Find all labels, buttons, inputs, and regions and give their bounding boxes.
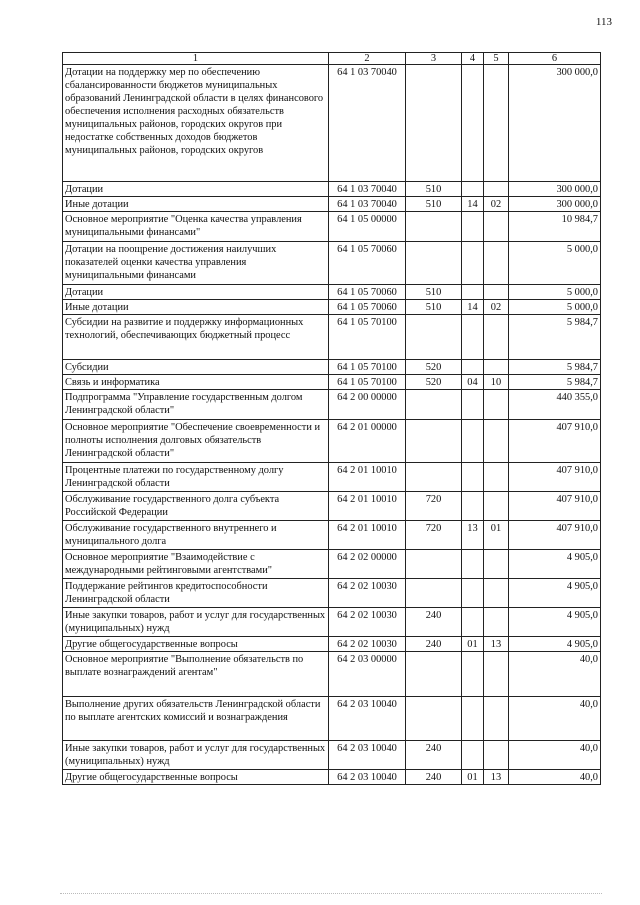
table-row (63, 550, 601, 579)
row-col4: 04 (462, 375, 484, 390)
row-col3: 240 (406, 741, 462, 770)
row-amount: 5 000,0 (509, 300, 601, 315)
row-amount: 5 984,7 (509, 315, 601, 360)
row-col3 (406, 390, 462, 420)
row-col3: 240 (406, 608, 462, 637)
row-col5 (484, 212, 509, 242)
table-row (63, 65, 601, 182)
row-col4 (462, 579, 484, 608)
row-name: Другие общегосударственные вопросы (63, 637, 329, 652)
table-header (63, 53, 601, 65)
row-name: Дотации (63, 285, 329, 300)
row-col4 (462, 182, 484, 197)
row-col5 (484, 242, 509, 285)
row-col5: 13 (484, 770, 509, 785)
row-amount: 5 984,7 (509, 375, 601, 390)
row-col4 (462, 420, 484, 463)
header-row (63, 53, 601, 65)
row-col5 (484, 390, 509, 420)
table-row (63, 637, 601, 652)
row-code: 64 1 05 70060 (329, 300, 406, 315)
row-amount: 440 355,0 (509, 390, 601, 420)
header-col-2: 2 (329, 53, 406, 65)
row-name: Поддержание рейтингов кредитоспособности Ленинградской области (63, 579, 329, 608)
header-col-1: 1 (63, 53, 329, 65)
row-amount: 300 000,0 (509, 65, 601, 182)
row-col4: 14 (462, 197, 484, 212)
row-code: 64 2 03 10040 (329, 741, 406, 770)
row-name: Иные закупки товаров, работ и услуг для государственных (муниципальных) нужд (63, 608, 329, 637)
row-col3 (406, 420, 462, 463)
table-row (63, 315, 601, 360)
row-amount: 407 910,0 (509, 521, 601, 550)
table-row (63, 741, 601, 770)
row-col4 (462, 492, 484, 521)
row-col3 (406, 652, 462, 697)
row-code: 64 1 05 00000 (329, 212, 406, 242)
table-row (63, 375, 601, 390)
row-col5 (484, 697, 509, 741)
row-col5: 02 (484, 197, 509, 212)
row-col5 (484, 182, 509, 197)
row-col5 (484, 360, 509, 375)
row-col4 (462, 315, 484, 360)
row-col3 (406, 65, 462, 182)
row-name: Основное мероприятие "Оценка качества управления муниципальными финансами" (63, 212, 329, 242)
table-row (63, 608, 601, 637)
row-amount: 5 000,0 (509, 285, 601, 300)
row-name: Основное мероприятие "Обеспечение своевременности и полноты исполнения долговых обязательств Ленинградской области" (63, 420, 329, 463)
table-row (63, 242, 601, 285)
row-amount: 4 905,0 (509, 550, 601, 579)
row-col4 (462, 652, 484, 697)
row-col3: 510 (406, 197, 462, 212)
row-col3 (406, 212, 462, 242)
row-col5 (484, 285, 509, 300)
row-col3: 520 (406, 375, 462, 390)
row-code: 64 2 01 10010 (329, 492, 406, 521)
row-name: Субсидии (63, 360, 329, 375)
row-col5: 10 (484, 375, 509, 390)
row-col5 (484, 741, 509, 770)
table-row (63, 420, 601, 463)
row-col5 (484, 550, 509, 579)
table-row (63, 492, 601, 521)
row-col3: 240 (406, 637, 462, 652)
table-row (63, 463, 601, 492)
row-name: Иные дотации (63, 300, 329, 315)
row-code: 64 1 03 70040 (329, 65, 406, 182)
row-name: Дотации на поощрение достижения наилучших показателей оценки качества управления муниципальными финансами (63, 242, 329, 285)
row-col5 (484, 463, 509, 492)
row-col4 (462, 360, 484, 375)
table-body (63, 65, 601, 785)
row-code: 64 2 01 00000 (329, 420, 406, 463)
row-code: 64 2 02 00000 (329, 550, 406, 579)
row-name: Дотации (63, 182, 329, 197)
row-name: Связь и информатика (63, 375, 329, 390)
table-row (63, 652, 601, 697)
row-amount: 4 905,0 (509, 579, 601, 608)
row-code: 64 2 03 10040 (329, 770, 406, 785)
row-col4 (462, 65, 484, 182)
row-code: 64 2 01 10010 (329, 521, 406, 550)
header-col-4: 4 (462, 53, 484, 65)
row-name: Основное мероприятие "Выполнение обязательств по выплате вознаграждений агентам" (63, 652, 329, 697)
row-code: 64 1 03 70040 (329, 197, 406, 212)
row-col3: 520 (406, 360, 462, 375)
row-code: 64 1 05 70060 (329, 242, 406, 285)
row-col4: 13 (462, 521, 484, 550)
row-col3: 510 (406, 182, 462, 197)
row-col5 (484, 420, 509, 463)
table-row (63, 212, 601, 242)
row-col4 (462, 463, 484, 492)
row-code: 64 1 05 70100 (329, 375, 406, 390)
table-row (63, 521, 601, 550)
row-name: Дотации на поддержку мер по обеспечению сбалансированности бюджетов муниципальных образований Ленинградской области в целях финансового обеспечения исполнения расходных обязательств муниципальных районов, городских округов при недостатке собственных доходов бюджетов муниципальных районов, городских округов (63, 65, 329, 182)
row-col4 (462, 608, 484, 637)
row-col3: 720 (406, 492, 462, 521)
row-col3 (406, 579, 462, 608)
row-amount: 4 905,0 (509, 637, 601, 652)
page-number: 113 (595, 16, 612, 28)
row-code: 64 2 02 10030 (329, 608, 406, 637)
row-amount: 300 000,0 (509, 182, 601, 197)
row-col3: 510 (406, 300, 462, 315)
row-code: 64 1 05 70100 (329, 360, 406, 375)
row-code: 64 2 02 10030 (329, 579, 406, 608)
row-col3 (406, 463, 462, 492)
row-col3: 510 (406, 285, 462, 300)
table-row (63, 579, 601, 608)
row-col5 (484, 65, 509, 182)
row-name: Иные дотации (63, 197, 329, 212)
table-row (63, 360, 601, 375)
row-amount: 4 905,0 (509, 608, 601, 637)
row-code: 64 2 03 10040 (329, 697, 406, 741)
row-code: 64 1 03 70040 (329, 182, 406, 197)
row-amount: 407 910,0 (509, 420, 601, 463)
row-col5 (484, 608, 509, 637)
row-amount: 40,0 (509, 741, 601, 770)
row-code: 64 1 05 70060 (329, 285, 406, 300)
row-amount: 407 910,0 (509, 463, 601, 492)
row-col3 (406, 242, 462, 285)
row-col4 (462, 741, 484, 770)
row-col5 (484, 315, 509, 360)
header-col-3: 3 (406, 53, 462, 65)
table-row (63, 770, 601, 785)
row-amount: 5 000,0 (509, 242, 601, 285)
table-row (63, 197, 601, 212)
row-col4 (462, 242, 484, 285)
row-amount: 300 000,0 (509, 197, 601, 212)
row-amount: 40,0 (509, 697, 601, 741)
row-name: Иные закупки товаров, работ и услуг для государственных (муниципальных) нужд (63, 741, 329, 770)
row-col4 (462, 697, 484, 741)
row-col3 (406, 697, 462, 741)
row-col4: 14 (462, 300, 484, 315)
row-col5: 13 (484, 637, 509, 652)
row-amount: 40,0 (509, 770, 601, 785)
row-col3 (406, 315, 462, 360)
row-code: 64 2 01 10010 (329, 463, 406, 492)
row-name: Основное мероприятие "Взаимодействие с международными рейтинговыми агентствами" (63, 550, 329, 579)
row-name: Процентные платежи по государственному долгу Ленинградской области (63, 463, 329, 492)
row-amount: 40,0 (509, 652, 601, 697)
table-row (63, 390, 601, 420)
row-col5: 01 (484, 521, 509, 550)
row-col4 (462, 550, 484, 579)
row-col3 (406, 550, 462, 579)
table-row (63, 697, 601, 741)
table-row (63, 300, 601, 315)
row-code: 64 2 03 00000 (329, 652, 406, 697)
table-row (63, 285, 601, 300)
row-code: 64 2 00 00000 (329, 390, 406, 420)
row-amount: 407 910,0 (509, 492, 601, 521)
row-name: Выполнение других обязательств Ленинградской области по выплате агентских комиссий и вознаграждения (63, 697, 329, 741)
row-col5 (484, 579, 509, 608)
row-name: Другие общегосударственные вопросы (63, 770, 329, 785)
row-col3: 720 (406, 521, 462, 550)
row-name: Обслуживание государственного долга субъекта Российской Федерации (63, 492, 329, 521)
row-code: 64 1 05 70100 (329, 315, 406, 360)
row-col5 (484, 652, 509, 697)
page-bottom-rule (60, 893, 602, 894)
row-name: Субсидии на развитие и поддержку информационных технологий, обеспечивающих бюджетный процесс (63, 315, 329, 360)
header-col-5: 5 (484, 53, 509, 65)
row-col3: 240 (406, 770, 462, 785)
row-col5: 02 (484, 300, 509, 315)
row-col4 (462, 390, 484, 420)
row-col4 (462, 212, 484, 242)
row-amount: 5 984,7 (509, 360, 601, 375)
row-col5 (484, 492, 509, 521)
row-col4: 01 (462, 637, 484, 652)
row-col4 (462, 285, 484, 300)
header-col-6: 6 (509, 53, 601, 65)
budget-table (62, 52, 601, 785)
row-amount: 10 984,7 (509, 212, 601, 242)
row-code: 64 2 02 10030 (329, 637, 406, 652)
row-col4: 01 (462, 770, 484, 785)
row-name: Обслуживание государственного внутреннего и муниципального долга (63, 521, 329, 550)
table-row (63, 182, 601, 197)
row-name: Подпрограмма "Управление государственным долгом Ленинградской области" (63, 390, 329, 420)
